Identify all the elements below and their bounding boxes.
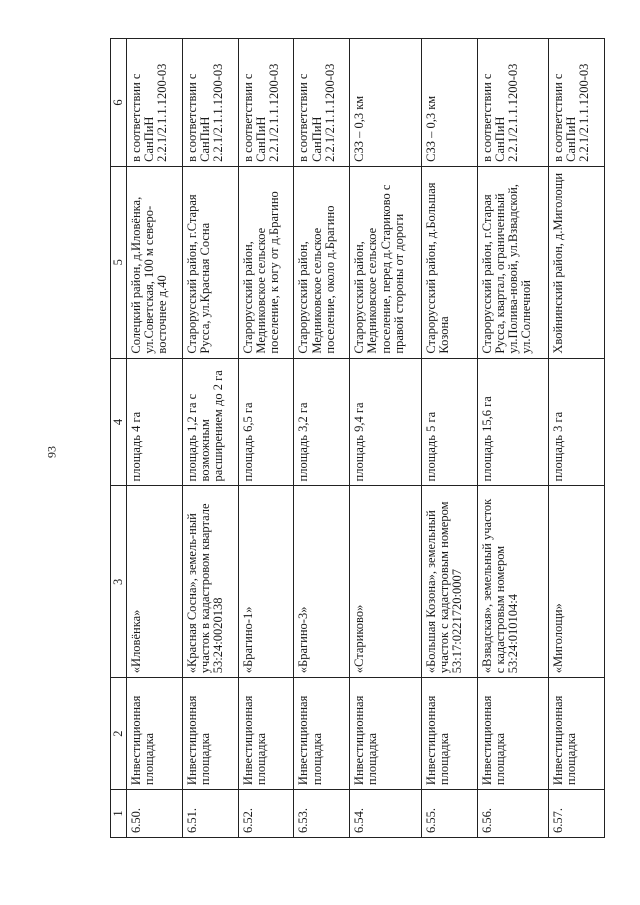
area-cell: площадь 6,5 га xyxy=(238,358,294,486)
table-row xyxy=(421,39,477,838)
table-row xyxy=(294,39,350,838)
location-cell: Старорусский район, д.Большая Козона xyxy=(421,166,477,358)
row-number-cell: 6.56. xyxy=(477,790,549,838)
requirement-cell: СЗЗ – 0,3 км xyxy=(421,39,477,167)
area-cell: площадь 1,2 га с возможным расширением до 2 га xyxy=(182,358,238,486)
row-number-cell: 6.55. xyxy=(421,790,477,838)
area-cell: площадь 4 га xyxy=(127,358,183,486)
requirement-cell: в соответствии с СанПиН 2.2.1/2.1.1.1200-03 xyxy=(238,39,294,167)
column-header: 1 xyxy=(111,790,127,838)
area-cell: площадь 3,2 га xyxy=(294,358,350,486)
requirement-cell: в соответствии с СанПиН 2.2.1/2.1.1.1200-03 xyxy=(182,39,238,167)
site-type-cell: Инвестиционная площадка xyxy=(294,678,350,790)
site-name-cell: «Миголощи» xyxy=(549,486,605,678)
rotated-page xyxy=(110,38,605,838)
investment-sites-table xyxy=(110,38,605,838)
site-type-cell: Инвестиционная площадка xyxy=(238,678,294,790)
site-type-cell: Инвестиционная площадка xyxy=(421,678,477,790)
location-cell: Старорусский район, Медниковское сельское поселение, к югу от д.Брагино xyxy=(238,166,294,358)
requirement-cell: в соответствии с СанПиН 2.2.1/2.1.1.1200-03 xyxy=(477,39,549,167)
location-cell: Хвойнинский район, д.Миголощи xyxy=(549,166,605,358)
site-type-cell: Инвестиционная площадка xyxy=(127,678,183,790)
site-type-cell: Инвестиционная площадка xyxy=(182,678,238,790)
site-name-cell: «Брагино-3» xyxy=(294,486,350,678)
area-cell: площадь 5 га xyxy=(421,358,477,486)
table-body xyxy=(127,39,605,838)
site-name-cell: «Стариково» xyxy=(350,486,422,678)
column-header: 3 xyxy=(111,486,127,678)
page-number: 93 xyxy=(44,446,59,458)
row-number-cell: 6.57. xyxy=(549,790,605,838)
requirement-cell: в соответствии с СанПиН 2.2.1/2.1.1.1200-03 xyxy=(127,39,183,167)
row-number-cell: 6.50. xyxy=(127,790,183,838)
header-row xyxy=(111,39,127,838)
requirement-cell: в соответствии с СанПиН 2.2.1/2.1.1.1200-03 xyxy=(549,39,605,167)
table-row xyxy=(127,39,183,838)
table-row xyxy=(477,39,549,838)
row-number-cell: 6.51. xyxy=(182,790,238,838)
column-header: 4 xyxy=(111,358,127,486)
site-type-cell: Инвестиционная площадка xyxy=(350,678,422,790)
requirement-cell: в соответствии с СанПиН 2.2.1/2.1.1.1200-03 xyxy=(294,39,350,167)
site-name-cell: «Иловёнка» xyxy=(127,486,183,678)
site-type-cell: Инвестиционная площадка xyxy=(477,678,549,790)
site-name-cell: «Красная Сосна», земель-ный участок в кадастровом квартале 53:24:0020138 xyxy=(182,486,238,678)
table-row xyxy=(182,39,238,838)
site-name-cell: «Брагино-1» xyxy=(238,486,294,678)
row-number-cell: 6.53. xyxy=(294,790,350,838)
table-row xyxy=(238,39,294,838)
area-cell: площадь 15,6 га xyxy=(477,358,549,486)
area-cell: площадь 3 га xyxy=(549,358,605,486)
location-cell: Старорусский район, Медниковское сельское поселение, перед д.Стариково с правой стороны от дороги xyxy=(350,166,422,358)
site-type-cell: Инвестиционная площадка xyxy=(549,678,605,790)
location-cell: Старорусский район, Медниковское сельское поселение, около д.Брагино xyxy=(294,166,350,358)
row-number-cell: 6.52. xyxy=(238,790,294,838)
location-cell: Старорусский район, г.Старая Русса, квартал, ограниченный ул.Полива-новой, ул.Взвадской, ул.Солнечной xyxy=(477,166,549,358)
column-header: 5 xyxy=(111,166,127,358)
site-name-cell: «Большая Козона», земельный участок с кадастровым номером 53:17:0221720:0007 xyxy=(421,486,477,678)
table-row xyxy=(350,39,422,838)
area-cell: площадь 9,4 га xyxy=(350,358,422,486)
site-name-cell: «Взвадская», земельный участок с кадастровым номером 53:24:010104:4 xyxy=(477,486,549,678)
column-header: 6 xyxy=(111,39,127,167)
table-row xyxy=(549,39,605,838)
column-header: 2 xyxy=(111,678,127,790)
row-number-cell: 6.54. xyxy=(350,790,422,838)
location-cell: Старорусский район, г.Старая Русса, ул.Красная Сосна xyxy=(182,166,238,358)
location-cell: Солецкий район, д.Иловёнка, ул.Советская, 100 м северо-восточнее д.40 xyxy=(127,166,183,358)
requirement-cell: СЗЗ – 0,3 км xyxy=(350,39,422,167)
